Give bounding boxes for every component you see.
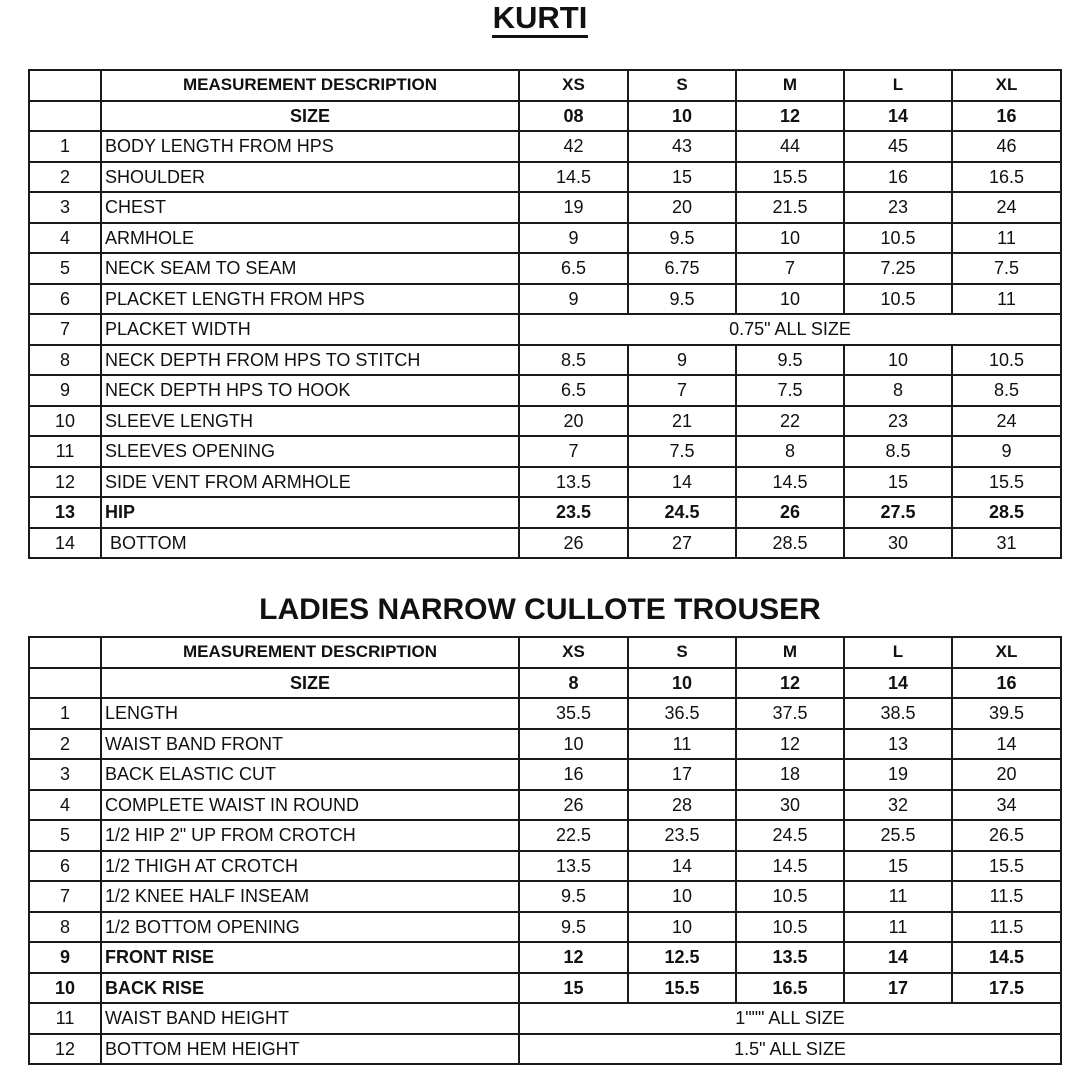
measurement-value: 20 xyxy=(952,759,1061,790)
table-row xyxy=(29,912,1061,943)
measurement-description: 1/2 BOTTOM OPENING xyxy=(101,912,519,943)
measurement-description: NECK SEAM TO SEAM xyxy=(101,253,519,284)
measurement-value: 21 xyxy=(628,406,736,437)
row-number: 13 xyxy=(29,497,101,528)
measurement-description: FRONT RISE xyxy=(101,942,519,973)
size-label-header: XS xyxy=(519,637,628,668)
measurement-value: 21.5 xyxy=(736,192,844,223)
measurement-value: 43 xyxy=(628,131,736,162)
measurement-value: 35.5 xyxy=(519,698,628,729)
table-row xyxy=(29,345,1061,376)
measurement-value: 11 xyxy=(844,881,952,912)
row-number: 3 xyxy=(29,759,101,790)
measurement-value: 9.5 xyxy=(628,223,736,254)
measurement-value: 10.5 xyxy=(844,284,952,315)
measurement-value: 24.5 xyxy=(736,820,844,851)
measurement-value: 10 xyxy=(844,345,952,376)
size-label-header: XL xyxy=(952,637,1061,668)
measurement-value: 22.5 xyxy=(519,820,628,851)
measurement-description: WAIST BAND HEIGHT xyxy=(101,1003,519,1034)
size-label: SIZE xyxy=(101,101,519,132)
all-size-value: 0.75" ALL SIZE xyxy=(519,314,1061,345)
measurement-value: 23.5 xyxy=(628,820,736,851)
table-row xyxy=(29,1034,1061,1065)
measurement-value: 14.5 xyxy=(519,162,628,193)
measurement-description: BACK ELASTIC CUT xyxy=(101,759,519,790)
measurement-description: SLEEVES OPENING xyxy=(101,436,519,467)
measurement-description-header: MEASUREMENT DESCRIPTION xyxy=(101,637,519,668)
size-label: SIZE xyxy=(101,668,519,699)
measurement-value: 7.5 xyxy=(628,436,736,467)
measurement-description: BACK RISE xyxy=(101,973,519,1004)
size-value: 12 xyxy=(736,668,844,699)
row-number: 14 xyxy=(29,528,101,559)
measurement-value: 10 xyxy=(736,284,844,315)
measurement-value: 26 xyxy=(519,790,628,821)
row-number: 12 xyxy=(29,1034,101,1065)
measurement-value: 14.5 xyxy=(952,942,1061,973)
measurement-value: 26 xyxy=(519,528,628,559)
table-row xyxy=(29,436,1061,467)
size-value: 12 xyxy=(736,101,844,132)
measurement-description: LENGTH xyxy=(101,698,519,729)
measurement-value: 24.5 xyxy=(628,497,736,528)
table-row xyxy=(29,467,1061,498)
row-number: 4 xyxy=(29,223,101,254)
row-number: 5 xyxy=(29,253,101,284)
measurement-value: 15.5 xyxy=(628,973,736,1004)
table-row xyxy=(29,131,1061,162)
measurement-value: 16 xyxy=(519,759,628,790)
table-row xyxy=(29,528,1061,559)
all-size-value: 1.5" ALL SIZE xyxy=(519,1034,1061,1065)
table-row xyxy=(29,162,1061,193)
measurement-value: 42 xyxy=(519,131,628,162)
measurement-value: 8 xyxy=(736,436,844,467)
size-label-header: S xyxy=(628,637,736,668)
measurement-value: 16.5 xyxy=(736,973,844,1004)
table-row xyxy=(29,284,1061,315)
measurement-value: 19 xyxy=(844,759,952,790)
measurement-value: 15 xyxy=(844,467,952,498)
measurement-value: 31 xyxy=(952,528,1061,559)
measurement-value: 34 xyxy=(952,790,1061,821)
measurement-description: BOTTOM xyxy=(101,528,519,559)
measurement-description: WAIST BAND FRONT xyxy=(101,729,519,760)
trouser-measurement-table xyxy=(28,636,1062,1065)
measurement-value: 17 xyxy=(628,759,736,790)
measurement-value: 27.5 xyxy=(844,497,952,528)
size-value: 14 xyxy=(844,101,952,132)
measurement-description: 1/2 KNEE HALF INSEAM xyxy=(101,881,519,912)
all-size-value: 1""" ALL SIZE xyxy=(519,1003,1061,1034)
measurement-value: 9 xyxy=(519,284,628,315)
measurement-value: 18 xyxy=(736,759,844,790)
measurement-value: 20 xyxy=(628,192,736,223)
measurement-value: 28.5 xyxy=(736,528,844,559)
header-row xyxy=(29,637,1061,668)
measurement-value: 23 xyxy=(844,406,952,437)
measurement-description-header: MEASUREMENT DESCRIPTION xyxy=(101,70,519,101)
row-number: 10 xyxy=(29,973,101,1004)
measurement-value: 11 xyxy=(628,729,736,760)
row-number-cell xyxy=(29,668,101,699)
size-row xyxy=(29,668,1061,699)
measurement-value: 23 xyxy=(844,192,952,223)
table-row xyxy=(29,253,1061,284)
measurement-description: NECK DEPTH HPS TO HOOK xyxy=(101,375,519,406)
table-row xyxy=(29,729,1061,760)
table-row xyxy=(29,790,1061,821)
size-value: 8 xyxy=(519,668,628,699)
measurement-value: 30 xyxy=(844,528,952,559)
measurement-value: 9 xyxy=(952,436,1061,467)
measurement-value: 10 xyxy=(519,729,628,760)
measurement-value: 9.5 xyxy=(736,345,844,376)
measurement-value: 11 xyxy=(844,912,952,943)
measurement-value: 6.75 xyxy=(628,253,736,284)
measurement-value: 9 xyxy=(519,223,628,254)
trouser-title: LADIES NARROW CULLOTE TROUSER xyxy=(259,593,821,626)
measurement-value: 9.5 xyxy=(519,912,628,943)
measurement-description: BODY LENGTH FROM HPS xyxy=(101,131,519,162)
measurement-value: 15.5 xyxy=(736,162,844,193)
measurement-value: 6.5 xyxy=(519,375,628,406)
measurement-value: 7 xyxy=(628,375,736,406)
table-row xyxy=(29,973,1061,1004)
measurement-value: 46 xyxy=(952,131,1061,162)
size-value: 08 xyxy=(519,101,628,132)
row-number: 9 xyxy=(29,375,101,406)
measurement-value: 19 xyxy=(519,192,628,223)
measurement-value: 9.5 xyxy=(519,881,628,912)
measurement-value: 24 xyxy=(952,192,1061,223)
measurement-value: 13.5 xyxy=(736,942,844,973)
measurement-value: 10 xyxy=(628,881,736,912)
row-number: 1 xyxy=(29,698,101,729)
measurement-description: 1/2 HIP 2" UP FROM CROTCH xyxy=(101,820,519,851)
measurement-value: 16 xyxy=(844,162,952,193)
row-number: 7 xyxy=(29,881,101,912)
measurement-description: ARMHOLE xyxy=(101,223,519,254)
measurement-description: BOTTOM HEM HEIGHT xyxy=(101,1034,519,1065)
measurement-value: 15 xyxy=(844,851,952,882)
measurement-value: 28 xyxy=(628,790,736,821)
measurement-value: 11 xyxy=(952,284,1061,315)
size-value: 16 xyxy=(952,101,1061,132)
row-number: 6 xyxy=(29,851,101,882)
size-value: 10 xyxy=(628,668,736,699)
measurement-value: 15 xyxy=(628,162,736,193)
row-number: 5 xyxy=(29,820,101,851)
measurement-value: 22 xyxy=(736,406,844,437)
size-label-header: M xyxy=(736,70,844,101)
measurement-value: 10 xyxy=(628,912,736,943)
measurement-value: 25.5 xyxy=(844,820,952,851)
table-row xyxy=(29,375,1061,406)
measurement-value: 10.5 xyxy=(736,881,844,912)
row-number: 7 xyxy=(29,314,101,345)
measurement-value: 36.5 xyxy=(628,698,736,729)
header-row xyxy=(29,70,1061,101)
table-row xyxy=(29,698,1061,729)
measurement-value: 9.5 xyxy=(628,284,736,315)
measurement-value: 13.5 xyxy=(519,467,628,498)
measurement-value: 6.5 xyxy=(519,253,628,284)
measurement-value: 16.5 xyxy=(952,162,1061,193)
measurement-description: SHOULDER xyxy=(101,162,519,193)
measurement-value: 24 xyxy=(952,406,1061,437)
measurement-value: 44 xyxy=(736,131,844,162)
measurement-value: 10.5 xyxy=(844,223,952,254)
measurement-value: 10.5 xyxy=(736,912,844,943)
kurti-title xyxy=(0,0,1080,36)
measurement-value: 37.5 xyxy=(736,698,844,729)
measurement-value: 10 xyxy=(736,223,844,254)
row-number: 3 xyxy=(29,192,101,223)
row-number: 9 xyxy=(29,942,101,973)
row-number: 8 xyxy=(29,345,101,376)
measurement-value: 7 xyxy=(736,253,844,284)
measurement-value: 12 xyxy=(519,942,628,973)
measurement-value: 7.25 xyxy=(844,253,952,284)
measurement-value: 30 xyxy=(736,790,844,821)
kurti-title-text: KURTI xyxy=(492,0,589,38)
measurement-value: 11 xyxy=(952,223,1061,254)
measurement-value: 8.5 xyxy=(844,436,952,467)
table-row xyxy=(29,497,1061,528)
table-row xyxy=(29,881,1061,912)
measurement-value: 14 xyxy=(952,729,1061,760)
size-value: 14 xyxy=(844,668,952,699)
size-value: 10 xyxy=(628,101,736,132)
table-row xyxy=(29,820,1061,851)
measurement-value: 27 xyxy=(628,528,736,559)
measurement-value: 45 xyxy=(844,131,952,162)
measurement-value: 15.5 xyxy=(952,467,1061,498)
table-row xyxy=(29,851,1061,882)
measurement-value: 7.5 xyxy=(952,253,1061,284)
measurement-value: 8.5 xyxy=(952,375,1061,406)
row-number: 4 xyxy=(29,790,101,821)
size-label-header: XS xyxy=(519,70,628,101)
size-label-header: L xyxy=(844,70,952,101)
measurement-description: 1/2 THIGH AT CROTCH xyxy=(101,851,519,882)
row-number-header xyxy=(29,637,101,668)
row-number: 11 xyxy=(29,436,101,467)
measurement-description: SLEEVE LENGTH xyxy=(101,406,519,437)
row-number: 2 xyxy=(29,729,101,760)
row-number: 8 xyxy=(29,912,101,943)
size-label-header: XL xyxy=(952,70,1061,101)
measurement-value: 12 xyxy=(736,729,844,760)
measurement-value: 15 xyxy=(519,973,628,1004)
measurement-value: 8 xyxy=(844,375,952,406)
measurement-value: 9 xyxy=(628,345,736,376)
size-value: 16 xyxy=(952,668,1061,699)
row-number: 1 xyxy=(29,131,101,162)
size-label-header: M xyxy=(736,637,844,668)
table-row xyxy=(29,223,1061,254)
measurement-value: 17 xyxy=(844,973,952,1004)
row-number: 2 xyxy=(29,162,101,193)
measurement-value: 7 xyxy=(519,436,628,467)
measurement-value: 39.5 xyxy=(952,698,1061,729)
measurement-value: 14 xyxy=(628,851,736,882)
measurement-value: 28.5 xyxy=(952,497,1061,528)
row-number: 12 xyxy=(29,467,101,498)
table-row xyxy=(29,942,1061,973)
measurement-value: 26 xyxy=(736,497,844,528)
measurement-value: 12.5 xyxy=(628,942,736,973)
table-row xyxy=(29,314,1061,345)
size-label-header: L xyxy=(844,637,952,668)
measurement-value: 32 xyxy=(844,790,952,821)
table-row xyxy=(29,1003,1061,1034)
row-number-header xyxy=(29,70,101,101)
measurement-value: 14.5 xyxy=(736,851,844,882)
measurement-value: 10.5 xyxy=(952,345,1061,376)
measurement-value: 38.5 xyxy=(844,698,952,729)
measurement-description: PLACKET WIDTH xyxy=(101,314,519,345)
measurement-description: SIDE VENT FROM ARMHOLE xyxy=(101,467,519,498)
measurement-value: 20 xyxy=(519,406,628,437)
measurement-value: 26.5 xyxy=(952,820,1061,851)
measurement-value: 14 xyxy=(844,942,952,973)
row-number-cell xyxy=(29,101,101,132)
measurement-description: COMPLETE WAIST IN ROUND xyxy=(101,790,519,821)
measurement-value: 15.5 xyxy=(952,851,1061,882)
measurement-value: 17.5 xyxy=(952,973,1061,1004)
measurement-description: PLACKET LENGTH FROM HPS xyxy=(101,284,519,315)
measurement-value: 13.5 xyxy=(519,851,628,882)
measurement-value: 14 xyxy=(628,467,736,498)
table-row xyxy=(29,759,1061,790)
row-number: 11 xyxy=(29,1003,101,1034)
measurement-value: 8.5 xyxy=(519,345,628,376)
size-label-header: S xyxy=(628,70,736,101)
kurti-measurement-table xyxy=(28,69,1062,559)
row-number: 6 xyxy=(29,284,101,315)
measurement-description: NECK DEPTH FROM HPS TO STITCH xyxy=(101,345,519,376)
row-number: 10 xyxy=(29,406,101,437)
measurement-value: 11.5 xyxy=(952,881,1061,912)
measurement-value: 14.5 xyxy=(736,467,844,498)
measurement-value: 7.5 xyxy=(736,375,844,406)
table-row xyxy=(29,192,1061,223)
measurement-value: 11.5 xyxy=(952,912,1061,943)
measurement-value: 23.5 xyxy=(519,497,628,528)
size-row xyxy=(29,101,1061,132)
measurement-value: 13 xyxy=(844,729,952,760)
measurement-description: CHEST xyxy=(101,192,519,223)
table-row xyxy=(29,406,1061,437)
measurement-description: HIP xyxy=(101,497,519,528)
